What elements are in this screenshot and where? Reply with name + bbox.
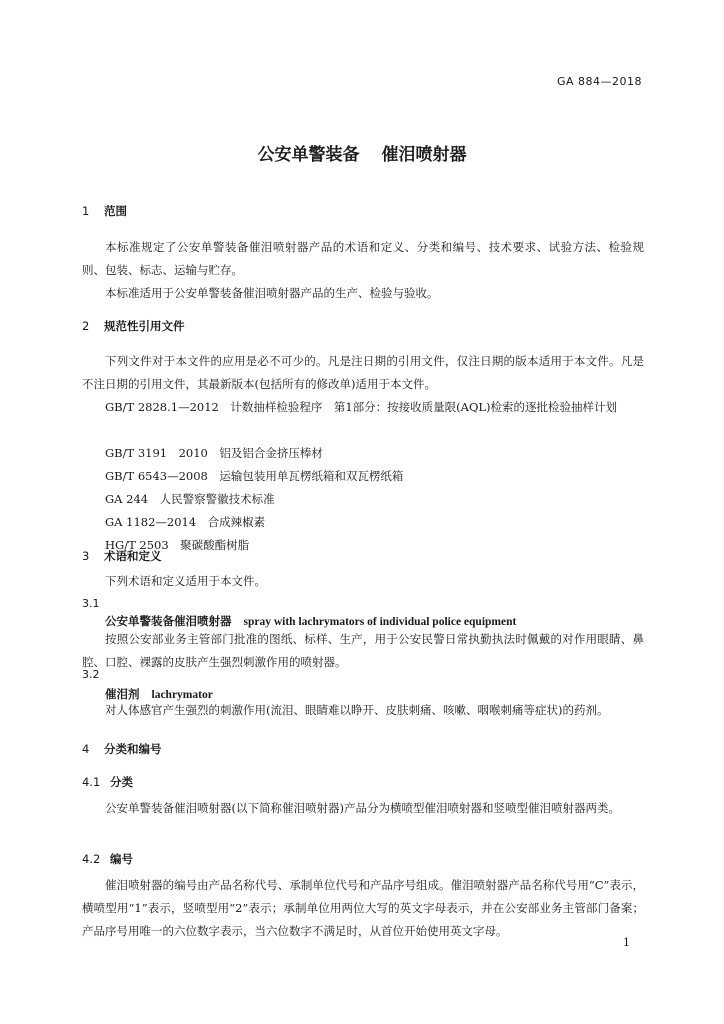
subsection-4-2-paragraph: 催泪喷射器的编号由产品名称代号、承制单位代号和产品序号组成。催泪喷射器产品名称代号用“C”表示，横喷型用“1”表示，竖喷型用“2”表示；承制单位用两位大写的英文字母表示，并在公安部业务主管部门备案；产品序号用唯一的六位数字表示，当六位数字不满足时，从首位开始使用英文字母。 — [82, 878, 644, 938]
standard-code: GA 884—2018 — [556, 75, 642, 88]
section-3-heading: 3 术语和定义 — [82, 549, 162, 563]
subsection-4-1-paragraph: 公安单警装备催泪喷射器(以下简称催泪喷射器)产品分为横喷型催泪喷射器和竖喷型催泪喷射器两类。 — [105, 801, 620, 815]
section-2-heading: 2 规范性引用文件 — [82, 319, 185, 333]
normative-reference-4: GA 244 人民警察警徽技术标准 — [105, 492, 275, 506]
term-3-1-number: 3.1 — [82, 597, 100, 610]
normative-reference-3: GB/T 6543—2008 运输包装用单瓦楞纸箱和双瓦楞纸箱 — [105, 469, 404, 483]
term-3-2-definition: 对人体感官产生强烈的刺激作用(流泪、眼睛难以睁开、皮肤刺痛、咳嗽、咽喉刺痛等症状)的药剂。 — [105, 703, 609, 717]
normative-reference-1: GB/T 2828.1—2012 计数抽样检验程序 第1部分：按接收质量限(AQL)检索的逐批检验抽样计划 — [105, 400, 617, 414]
normative-reference-6: HG/T 2503 聚碳酸酯树脂 — [105, 538, 250, 552]
section-1-heading: 1 范围 — [82, 204, 127, 218]
section-3-paragraph: 下列术语和定义适用于本文件。 — [105, 574, 266, 588]
section-1-paragraph-1: 本标准规定了公安单警装备催泪喷射器产品的术语和定义、分类和编号、技术要求、试验方法、检验规则、包装、标志、运输与贮存。 — [82, 240, 644, 277]
section-2-paragraph: 下列文件对于本文件的应用是必不可少的。凡是注日期的引用文件，仅注日期的版本适用于本文件。凡是不注日期的引用文件，其最新版本(包括所有的修改单)适用于本文件。 — [82, 354, 644, 391]
term-3-1-definition: 按照公安部业务主管部门批准的图纸、标样、生产，用于公安民警日常执勤执法时佩戴的对作用眼睛、鼻腔、口腔、裸露的皮肤产生强烈刺激作用的喷射器。 — [82, 632, 644, 669]
term-3-1-name: 公安单警装备催泪喷射器 spray with lachrymators of individual police equipment — [105, 614, 517, 628]
normative-reference-5: GA 1182—2014 合成辣椒素 — [105, 515, 266, 529]
document-title — [0, 140, 724, 165]
page-number: 1 — [623, 936, 630, 949]
title-part-2: 催泪喷射器 — [381, 145, 467, 165]
normative-reference-2: GB/T 3191 2010 铝及铝合金挤压棒材 — [105, 446, 323, 460]
section-1-paragraph-2: 本标准适用于公安单警装备催泪喷射器产品的生产、检验与验收。 — [105, 286, 439, 300]
subsection-4-1-heading: 4.1 分类 — [82, 775, 133, 789]
title-part-1: 公安单警装备 — [257, 145, 360, 165]
term-3-2-number: 3.2 — [82, 668, 100, 681]
subsection-4-2-heading: 4.2 编号 — [82, 852, 133, 866]
section-4-heading: 4 分类和编号 — [82, 742, 162, 756]
term-3-2-name: 催泪剂 lachrymator — [105, 687, 213, 701]
